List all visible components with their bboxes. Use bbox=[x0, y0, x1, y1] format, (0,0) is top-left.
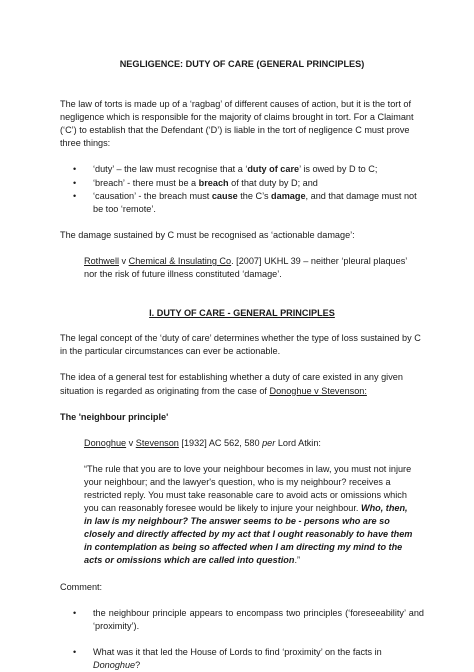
duty-text-end: ’ is owed by D to C; bbox=[299, 164, 378, 175]
section-heading: I. DUTY OF CARE - GENERAL PRINCIPLES bbox=[149, 308, 335, 319]
bullet-icon: • bbox=[73, 607, 77, 618]
quote-end: .” bbox=[294, 555, 301, 566]
comment-text: What was it that led the House of Lords to find ‘proximity’ on the facts in bbox=[93, 646, 382, 657]
case-party-link: Rothwell bbox=[84, 255, 119, 266]
breach-term: breach bbox=[198, 177, 229, 188]
duty-term: duty of care bbox=[247, 164, 300, 175]
donoghue-case-ref: Donoghue v Stevenson: bbox=[269, 385, 367, 396]
intro-paragraph: The law of torts is made up of a ‘ragbag’ of different causes of action, but it is the tort of negligence which is responsible for the majority of claims brought in tort. For a Claimant (‘C’) to establish that the Defendant (‘D’) is liable in the tort of negligence C must prove three things: bbox=[60, 99, 414, 149]
comment-item bbox=[60, 646, 424, 672]
rothwell-case bbox=[60, 255, 424, 281]
list-item-causation bbox=[60, 190, 424, 216]
lord-atkin-quote bbox=[60, 463, 424, 568]
causation-text: ‘causation’ - the breach must bbox=[93, 190, 212, 201]
bullet-icon: • bbox=[73, 177, 77, 188]
causation-text-mid: the C’s bbox=[237, 190, 272, 201]
general-test-text: The idea of a general test for establishing whether a duty of care existed in any given situation is regarded as originating from the case of bbox=[60, 372, 403, 396]
bullet-icon: • bbox=[73, 646, 77, 657]
case-citation: . [2007] UKHL 39 – neither ‘pleural plaques’ nor the risk of future illness constituted ‘damage’. bbox=[84, 255, 407, 280]
elements-list bbox=[60, 163, 424, 215]
case-party-link: Donoghue bbox=[84, 437, 127, 448]
comment-text: the neighbour principle appears to encompass two principles (‘foreseeability’ and ‘proximity’). bbox=[93, 607, 424, 631]
list-item-duty bbox=[60, 163, 424, 176]
case-citation: [1932] AC 562, 580 bbox=[178, 437, 263, 448]
comment-case-name: Donoghue bbox=[93, 659, 136, 670]
bullet-icon: • bbox=[73, 190, 77, 201]
breach-text-end: of that duty by D; and bbox=[228, 177, 318, 188]
quote-emphasis: Who, then, in law is my neighbour? The answer seems to be - persons who are so closely and directly affected by my act that I ought reasonably to have them in contemplation as being so affected when I am directing my mind to the acts or omissions which are called into question bbox=[84, 503, 413, 566]
duty-concept-paragraph: The legal concept of the ‘duty of care’ determines whether the type of loss sustained by C in the particular circumstances can ever be actionable. bbox=[60, 333, 421, 357]
cause-term: cause bbox=[211, 190, 238, 201]
comment-label: Comment: bbox=[60, 581, 103, 592]
breach-text: ‘breach’ - there must be a bbox=[93, 177, 199, 188]
comments-list bbox=[60, 607, 424, 672]
bullet-icon: • bbox=[73, 164, 77, 175]
comment-item bbox=[60, 607, 424, 633]
causation-text-end: , and that damage must not be too ‘remote’. bbox=[93, 190, 417, 214]
case-party-link: Chemical & Insulating Co bbox=[128, 255, 232, 266]
document-title: NEGLIGENCE: DUTY OF CARE (GENERAL PRINCIPLES) bbox=[119, 59, 365, 69]
list-item-breach bbox=[60, 177, 424, 190]
donoghue-case bbox=[60, 437, 424, 450]
damage-paragraph: The damage sustained by C must be recognised as ‘actionable damage’: bbox=[60, 229, 355, 240]
general-test-paragraph bbox=[60, 371, 424, 397]
case-party-link: Stevenson bbox=[135, 437, 179, 448]
neighbour-principle-heading: The 'neighbour principle' bbox=[60, 411, 169, 422]
case-v: v bbox=[126, 437, 136, 448]
case-per: per bbox=[262, 437, 276, 448]
damage-term: damage bbox=[271, 190, 306, 201]
comment-text-end: ? bbox=[135, 659, 141, 670]
case-judge: Lord Atkin: bbox=[275, 437, 321, 448]
quote-text: “The rule that you are to love your neighbour becomes in law, you must not injure your neighbour; and the lawyer's question, who is my neighbour? receives a restricted reply. You must take reasonable care to avoid acts or omissions which you can reasonably foresee would be likely to injure your neighbour. bbox=[84, 463, 412, 514]
duty-text: ‘duty’ – the law must recognise that a ‘ bbox=[93, 164, 248, 175]
case-v: v bbox=[119, 255, 129, 266]
